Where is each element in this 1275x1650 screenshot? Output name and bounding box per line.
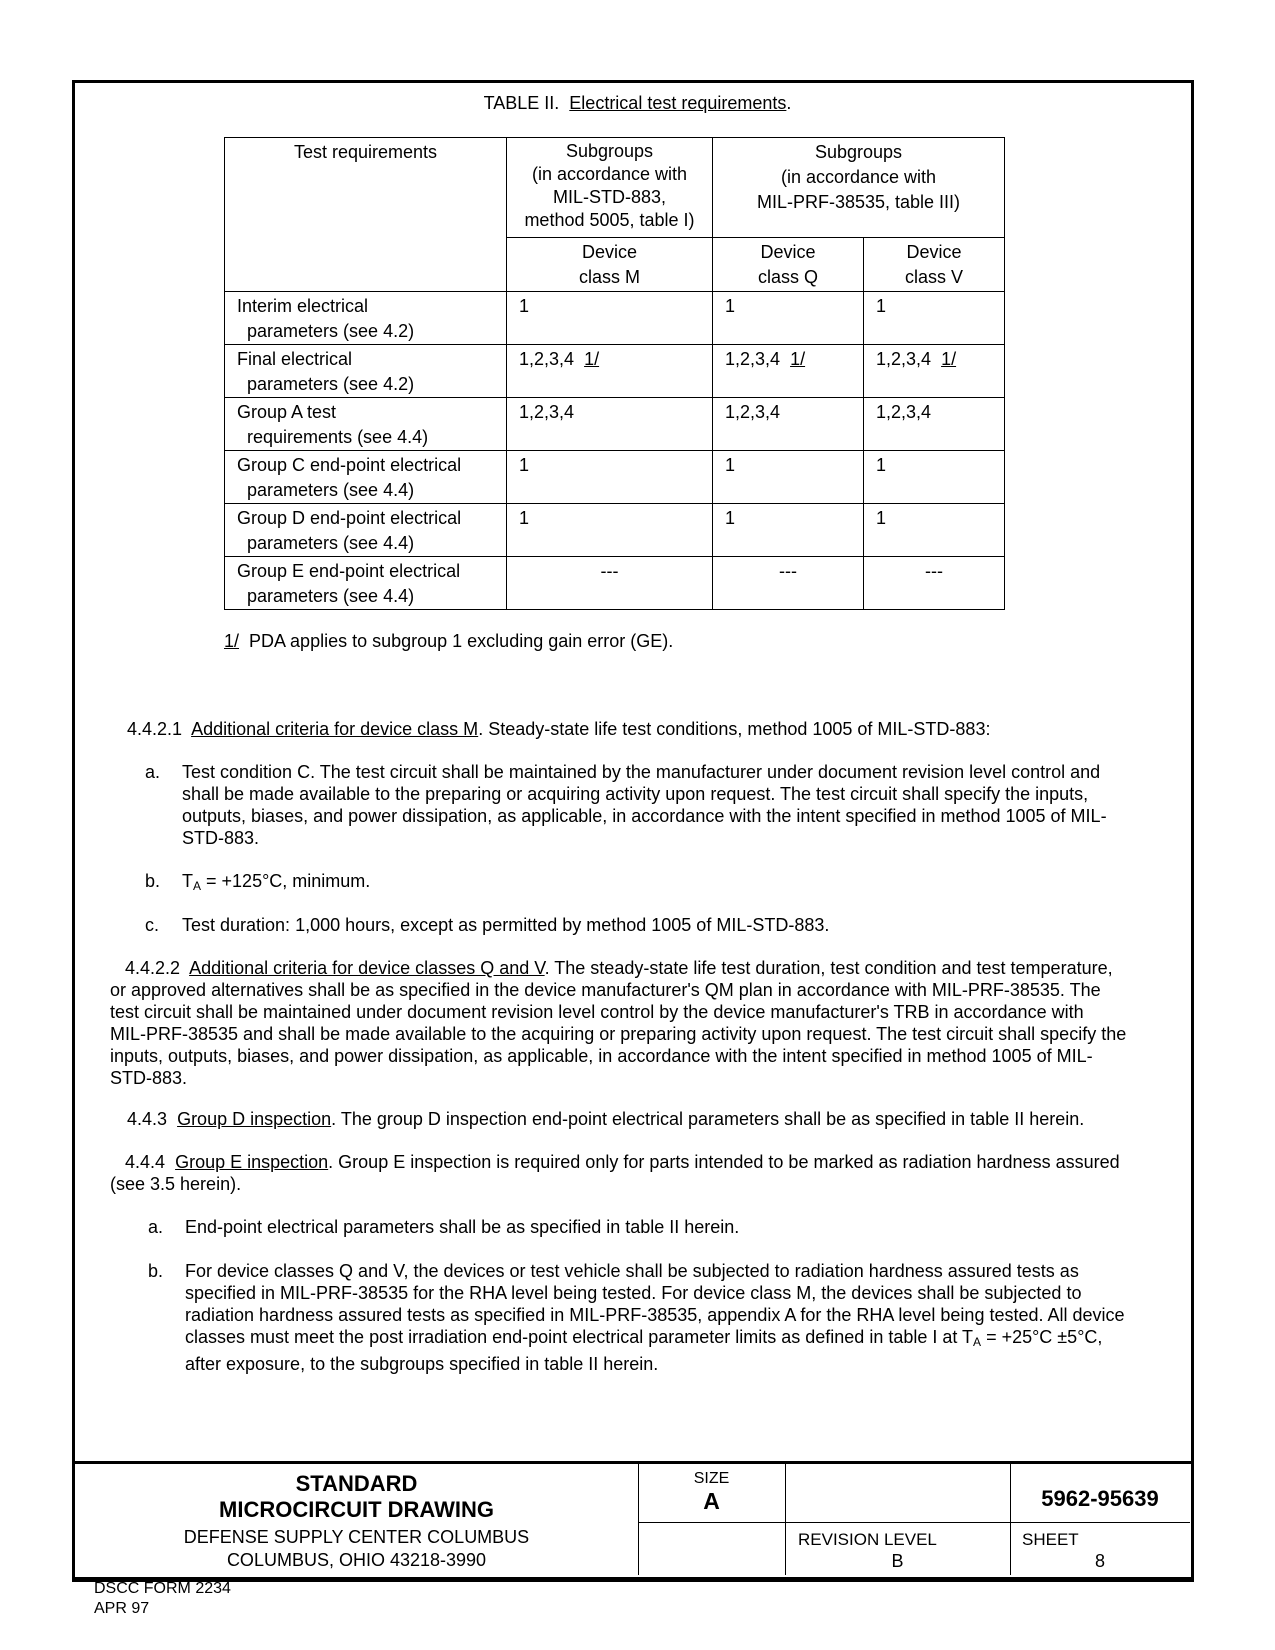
cell-class-q: 1 bbox=[713, 504, 864, 557]
item-a-label: a. bbox=[145, 762, 161, 782]
cell-class-q: --- bbox=[713, 557, 864, 610]
table-row bbox=[225, 451, 1005, 504]
header-subgroups-883: Subgroups (in accordance with MIL-STD-883, method 5005, table I) bbox=[507, 138, 713, 238]
table-caption bbox=[0, 93, 1275, 114]
cell-class-v: 1 bbox=[864, 292, 1005, 345]
item-a-text: Test condition C. The test circuit shall be maintained by the manufacturer under document revision level control and shall be made available to the preparing or acquiring activity upon request. The test circuit shall specify the inputs, outputs, biases, and power dissipation, as applicable, in accordance with the intent specified in method 1005 of MIL- STD-883. bbox=[182, 762, 1107, 848]
cell-class-q: 1 bbox=[713, 292, 864, 345]
table-row bbox=[225, 345, 1005, 398]
item-c-text: Test duration: 1,000 hours, except as permitted by method 1005 of MIL-STD-883. bbox=[182, 915, 830, 935]
table-footnote: 1/ PDA applies to subgroup 1 excluding gain error (GE). bbox=[224, 631, 674, 651]
titleblock-divider bbox=[638, 1522, 1190, 1523]
revision-value: B bbox=[891, 1551, 904, 1571]
section-4-4-2-1: 4.4.2.1 Additional criteria for device class M. Steady-state life test conditions, method 1005 of MIL-STD-883: bbox=[127, 719, 991, 739]
caption-end: . bbox=[786, 93, 792, 113]
item-b-text: $T_A = +125^\circ C$, minimum. bbox=[182, 871, 371, 893]
item-e-b-text: For device classes Q and V, the devices or test vehicle shall be subjected to radiation hardness assured tests as specified in MIL-PRF-38535 for the RHA level being tested. For device class M, the devices shall be subjected to radiation hardness assured tests as specified in MIL-PRF-38535, appendix A for the RHA level being tested. All device classes must meet the post irradiation end-point electrical parameter limits as defined in table I at $T_A = +25^\circ C \pm 5^\circ C$, after exposure, to the subgroups specified in table II herein. bbox=[185, 1261, 1125, 1374]
cell-requirement: Group C end-point electrical parameters (see 4.4) bbox=[225, 451, 507, 504]
cell-class-m: 1 bbox=[507, 451, 713, 504]
sheet-value: 8 bbox=[1094, 1551, 1105, 1571]
cell-requirement: Interim electrical parameters (see 4.2) bbox=[225, 292, 507, 345]
cell-class-q: 1,2,3,4 1/ bbox=[713, 345, 864, 398]
form-id: DSCC FORM 2234 APR 97 bbox=[94, 1580, 231, 1617]
table-row bbox=[225, 292, 1005, 345]
item-e-a-label: a. bbox=[148, 1217, 164, 1237]
cell-class-q: 1,2,3,4 bbox=[713, 398, 864, 451]
table-row bbox=[225, 398, 1005, 451]
header-test-requirements: Test requirements bbox=[225, 138, 507, 292]
revision-label: REVISION LEVEL bbox=[798, 1530, 937, 1549]
titleblock-heading: STANDARD MICROCIRCUIT DRAWING bbox=[219, 1471, 494, 1522]
item-e-b-label: b. bbox=[148, 1261, 164, 1281]
cell-class-q: 1 bbox=[713, 451, 864, 504]
cell-requirement: Group A test requirements (see 4.4) bbox=[225, 398, 507, 451]
header-class-m: Device class M bbox=[507, 238, 713, 292]
cell-class-m: 1 bbox=[507, 504, 713, 557]
table-row bbox=[225, 504, 1005, 557]
section-4-4-2-2: 4.4.2.2 Additional criteria for device classes Q and V. The steady-state life test duration, test condition and test temperature, or approved alternatives shall be as specified in the device manufacturer's QM plan in accordance with MIL-PRF-38535. The test circuit shall be maintained under document revision level control by the device manufacturer's TRB in accordance with MIL-PRF-38535 and shall be made available to the acquiring or preparing activity upon request. The test circuit shall specify the inputs, outputs, biases, and power dissipation, as applicable, in accordance with the intent specified in method 1005 of MIL- STD-883. bbox=[110, 958, 1127, 1088]
item-e-a-text: End-point electrical parameters shall be as specified in table II herein. bbox=[185, 1217, 740, 1237]
size-value: A bbox=[703, 1488, 720, 1514]
item-c-label: c. bbox=[145, 915, 160, 935]
cell-class-m: 1 bbox=[507, 292, 713, 345]
section-4-4-4: 4.4.4 Group E inspection. Group E inspection is required only for parts intended to be marked as radiation hardness assured (see 3.5 herein). bbox=[110, 1152, 1120, 1194]
titleblock-top-rule bbox=[75, 1461, 1191, 1464]
header-class-v: Device class V bbox=[864, 238, 1005, 292]
caption-title: Electrical test requirements bbox=[569, 93, 787, 113]
header-class-q: Device class Q bbox=[713, 238, 864, 292]
cell-requirement: Group E end-point electrical parameters (see 4.4) bbox=[225, 557, 507, 610]
cell-class-v: 1,2,3,4 1/ bbox=[864, 345, 1005, 398]
cell-class-v: 1 bbox=[864, 504, 1005, 557]
cell-class-v: --- bbox=[864, 557, 1005, 610]
drawing-number: 5962-95639 bbox=[1041, 1486, 1159, 1511]
cell-class-v: 1 bbox=[864, 451, 1005, 504]
section-4-4-3: 4.4.3 Group D inspection. The group D inspection end-point electrical parameters shall be as specified in table II herein. bbox=[127, 1109, 1085, 1129]
cell-class-m: --- bbox=[507, 557, 713, 610]
electrical-test-table bbox=[224, 137, 1005, 610]
cell-requirement: Group D end-point electrical parameters (see 4.4) bbox=[225, 504, 507, 557]
titleblock-agency: DEFENSE SUPPLY CENTER COLUMBUS COLUMBUS, OHIO 43218-3990 bbox=[183, 1527, 530, 1570]
table-row bbox=[225, 557, 1005, 610]
size-label: SIZE bbox=[693, 1470, 730, 1487]
sheet-label: SHEET bbox=[1022, 1530, 1079, 1549]
caption-prefix: TABLE II. bbox=[483, 93, 560, 113]
item-b-label: b. bbox=[145, 871, 161, 891]
cell-class-m: 1,2,3,4 bbox=[507, 398, 713, 451]
cell-requirement: Final electrical parameters (see 4.2) bbox=[225, 345, 507, 398]
header-subgroups-38535: Subgroups (in accordance with MIL-PRF-38535, table III) bbox=[713, 138, 1005, 238]
cell-class-m: 1,2,3,4 1/ bbox=[507, 345, 713, 398]
cell-class-v: 1,2,3,4 bbox=[864, 398, 1005, 451]
